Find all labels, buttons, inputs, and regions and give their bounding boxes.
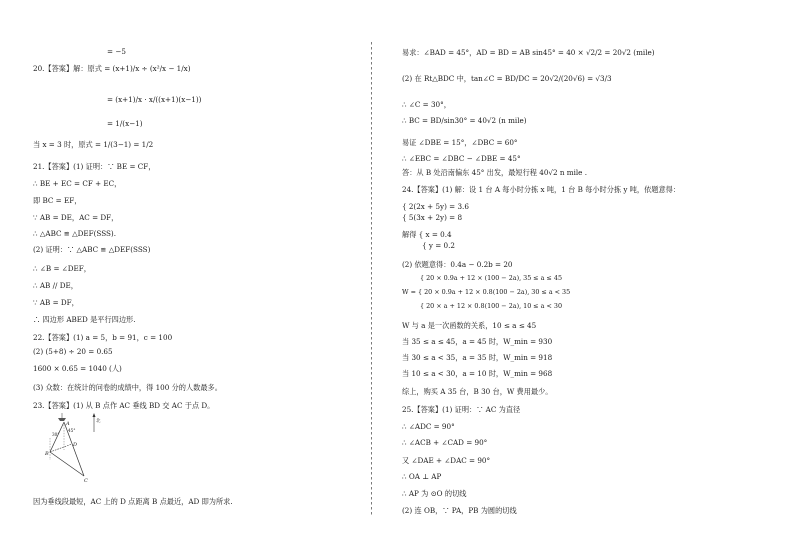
text-line: ∴ ∠ADC = 90° xyxy=(402,422,455,431)
text-line: ∴ 四边形 ABED 是平行四边形. xyxy=(33,315,136,324)
point-a-label: A xyxy=(66,421,70,427)
text-line: (2) 依题意得：0.4a − 0.2b = 20 xyxy=(402,260,513,269)
text-line: ∴ ∠C = 30°， xyxy=(402,100,451,109)
text-line: ∴ ∠B = ∠DEF， xyxy=(33,264,91,273)
text-line: (2) 在 Rt△BDC 中，tan∠C = BD/DC = 20√2/(20√6) = √3/3 xyxy=(402,74,612,83)
text-line: (2) 证明：∵ △ABC ≌ △DEF(SSS) xyxy=(33,245,151,254)
text-line: 1600 × 0.65 = 1040 (人) xyxy=(33,364,122,373)
text-line: ∴ AP 为 ⊙O 的切线 xyxy=(402,489,467,498)
text-line: { 20 × a + 12 × 0.8(100 − 2a), 10 ≤ a < 30 xyxy=(420,302,563,310)
text-line: 当 x = 3 时，原式 = 1/(3−1) = 1/2 xyxy=(33,140,154,149)
text-line: 当 30 ≤ a < 35，a = 35 时，W_min = 918 xyxy=(402,353,553,362)
text-line: ∴ OA ⊥ AP xyxy=(402,472,442,481)
text-line: ∴ AB // DE， xyxy=(33,281,78,290)
text-line: 25.【答案】(1) 证明：∵ AC 为直径 xyxy=(402,405,521,414)
text-line: 23.【答案】(1) 从 B 点作 AC 垂线 BD 交 AC 于点 D。 xyxy=(33,401,215,410)
north-label: 北 xyxy=(96,419,101,424)
text-line: 当 10 ≤ a < 30，a = 10 时，W_min = 968 xyxy=(402,369,553,378)
text-line: ∵ AB = DE，AC = DF， xyxy=(33,213,119,222)
point-c-label: C xyxy=(84,478,88,484)
text-line: W 与 a 是一次函数的关系，10 ≤ a ≤ 45 xyxy=(402,321,537,330)
north-arrow-head xyxy=(93,413,96,417)
text-line: = −5 xyxy=(107,47,126,56)
side-ab xyxy=(50,422,64,452)
ship-icon xyxy=(58,418,66,421)
text-line: { 20 × 0.9a + 12 × (100 − 2a), 35 ≤ a ≤ 45 xyxy=(420,274,563,282)
text-line: (3) 众数：在统计的问卷的成绩中，得 100 分的人数最多。 xyxy=(33,383,222,392)
point-b-label: B xyxy=(45,451,49,457)
text-line: { 5(3x + 2y) = 8 xyxy=(402,213,463,222)
angle-45-label: 45° xyxy=(68,428,76,433)
text-line: ∵ AB = DF， xyxy=(33,298,79,307)
angle-30-label: 30° xyxy=(52,432,60,437)
left-column xyxy=(0,0,370,560)
side-bc xyxy=(50,452,84,476)
text-line: = (x+1)/x · x/((x+1)(x−1)) xyxy=(107,95,202,104)
text-line: ∴ ∠EBC = ∠DBC − ∠DBE = 45° xyxy=(402,154,521,163)
text-line: { 2(2x + 5y) = 3.6 xyxy=(402,202,469,211)
text-line: ∴ △ABC ≌ △DEF(SSS). xyxy=(33,229,117,238)
text-line: 当 35 ≤ a ≤ 45，a = 45 时，W_min = 930 xyxy=(402,337,553,346)
text-line: 解得 { x = 0.4 xyxy=(402,230,452,239)
text-line: 因为垂线段最短，AC 上的 D 点距离 B 点最近，AD 即为所求. xyxy=(33,497,233,506)
text-line: = 1/(x−1) xyxy=(107,119,143,128)
text-line: ∴ BC = BD/sin30° = 40√2 (n mile) xyxy=(402,116,527,125)
text-line: 22.【答案】(1) a = 5，b = 91，c = 100 xyxy=(33,333,173,342)
text-line: (2) 连 OB，∵ PA，PB 为圆的切线 xyxy=(402,506,517,515)
text-line: 又 ∠DAE + ∠DAC = 90° xyxy=(402,456,491,465)
text-line: { y = 0.2 xyxy=(422,241,455,250)
text-line: W = { 20 × 0.9a + 12 × 0.8(100 − 2a), 30 ≤ a < 35 xyxy=(402,288,571,296)
text-line: 21.【答案】(1) 证明：∵ BE = CF， xyxy=(33,162,156,171)
text-line: ∴ BE + EC = CF + EC， xyxy=(33,179,122,188)
text-line: 24.【答案】(1) 解：设 1 台 A 每小时分拣 x 吨，1 台 B 每小时分拣 y 吨，依题意得： xyxy=(402,185,681,194)
point-d-label: D xyxy=(73,442,78,448)
text-line: 综上，购买 A 35 台，B 30 台，W 费用最少。 xyxy=(402,387,553,396)
text-line: 易求：∠BAD = 45°，AD = BD = AB sin45° = 40 × √2/2 = 20√2 (mile) xyxy=(402,48,655,57)
text-line: 易证 ∠DBE = 15°，∠DBC = 60° xyxy=(402,138,518,147)
triangle-figure xyxy=(40,410,112,484)
text-line: ∴ ∠ACB + ∠CAD = 90° xyxy=(402,438,488,447)
text-line: 20.【答案】解：原式 = (x+1)/x ÷ (x²/x − 1/x) xyxy=(33,64,191,73)
text-line: 即 BC = EF， xyxy=(33,196,82,205)
right-column xyxy=(372,0,794,560)
text-line: (2) (5+8) ÷ 20 = 0.65 xyxy=(33,347,113,356)
text-line: 答：从 B 处沿南偏东 45° 出发，最短行程 40√2 n mile . xyxy=(402,168,587,177)
